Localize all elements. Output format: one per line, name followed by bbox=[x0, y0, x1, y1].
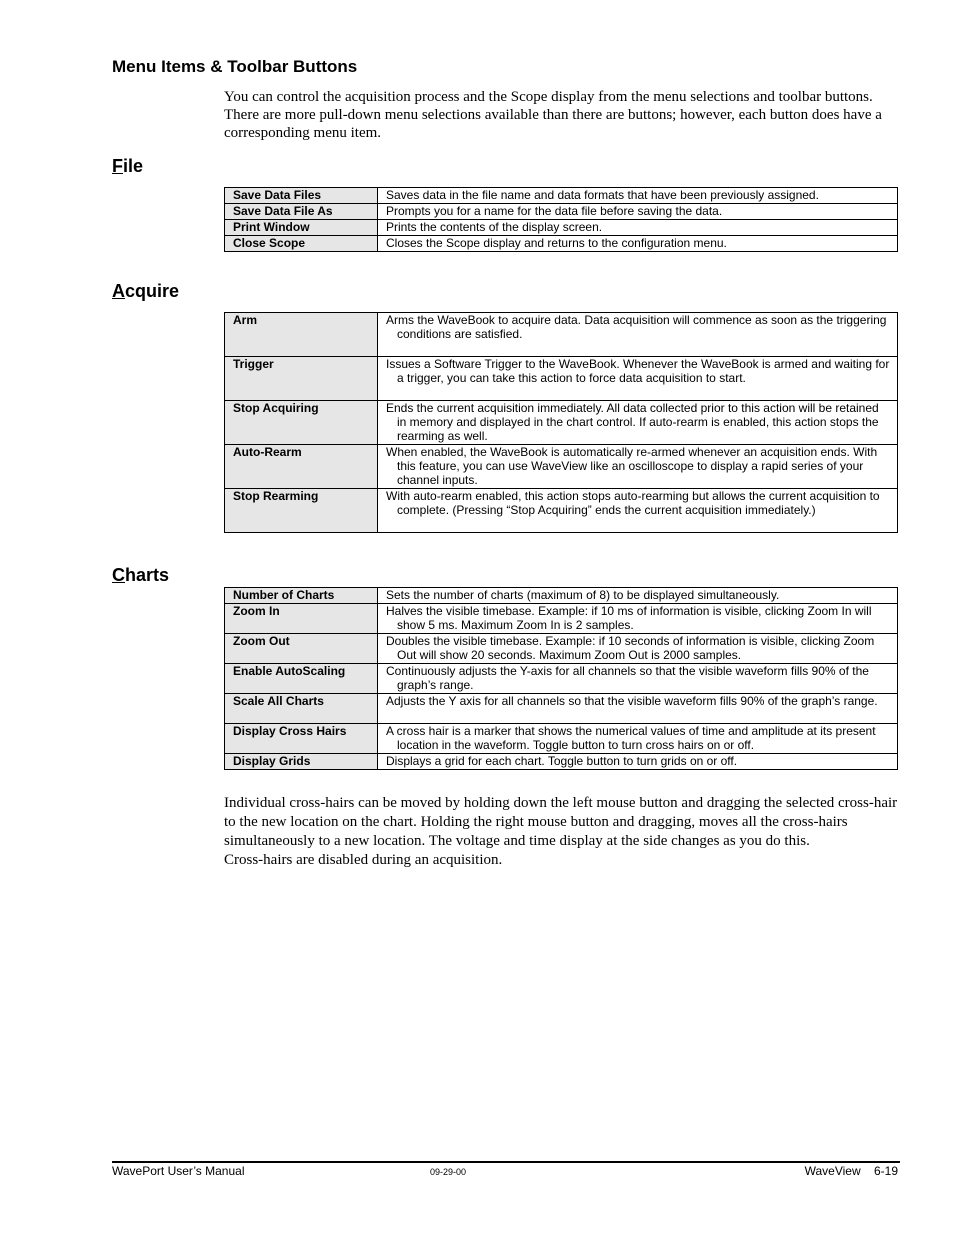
footer-manual-title: WavePort User’s Manual bbox=[112, 1164, 245, 1178]
menu-item-desc bbox=[378, 604, 898, 634]
table-row bbox=[225, 634, 898, 664]
desc-text: Issues a Software Trigger to the WaveBook. Whenever the WaveBook is armed and waiting for a trigger, you can take this action to force data acquisition to start. bbox=[386, 357, 890, 385]
file-heading-rest: ile bbox=[123, 156, 144, 176]
menu-item-name: Zoom Out bbox=[225, 634, 378, 664]
menu-item-name: Zoom In bbox=[225, 604, 378, 634]
file-heading bbox=[112, 156, 143, 177]
menu-item-name: Scale All Charts bbox=[225, 694, 378, 724]
charts-heading-accel: C bbox=[112, 565, 125, 585]
table-row bbox=[225, 664, 898, 694]
crosshair-paragraph bbox=[224, 794, 900, 870]
menu-item-desc bbox=[378, 445, 898, 489]
menu-item-desc bbox=[378, 188, 898, 204]
menu-item-name: Display Cross Hairs bbox=[225, 724, 378, 754]
menu-item-desc bbox=[378, 724, 898, 754]
menu-item-desc bbox=[378, 489, 898, 533]
menu-item-name: Save Data Files bbox=[225, 188, 378, 204]
table-row bbox=[225, 357, 898, 401]
crosshair-note: Cross-hairs are disabled during an acquisition. bbox=[224, 852, 503, 868]
table-row bbox=[225, 445, 898, 489]
menu-item-name: Stop Rearming bbox=[225, 489, 378, 533]
charts-table bbox=[224, 587, 898, 770]
menu-item-desc bbox=[378, 204, 898, 220]
table-row bbox=[225, 188, 898, 204]
table-row bbox=[225, 236, 898, 252]
menu-item-desc bbox=[378, 313, 898, 357]
menu-item-name: Number of Charts bbox=[225, 588, 378, 604]
desc-text: Continuously adjusts the Y-axis for all channels so that the visible waveform fills 90% of the graph’s range. bbox=[386, 664, 869, 692]
desc-text: A cross hair is a marker that shows the numerical values of time and amplitude at its present location in the waveform. Toggle button to turn cross hairs on or off. bbox=[386, 724, 876, 752]
menu-item-desc bbox=[378, 401, 898, 445]
menu-item-desc bbox=[378, 220, 898, 236]
desc-text: Sets the number of charts (maximum of 8) to be displayed simultaneously. bbox=[386, 588, 780, 602]
menu-item-desc bbox=[378, 236, 898, 252]
table-row bbox=[225, 724, 898, 754]
menu-item-desc bbox=[378, 754, 898, 770]
table-row bbox=[225, 604, 898, 634]
desc-text: Prompts you for a name for the data file before saving the data. bbox=[386, 204, 723, 218]
menu-item-desc bbox=[378, 694, 898, 724]
table-row bbox=[225, 489, 898, 533]
footer-rule bbox=[112, 1161, 900, 1163]
charts-heading bbox=[112, 565, 169, 586]
intro-paragraph: You can control the acquisition process and the Scope display from the menu selections and toolbar buttons. There are more pull-down menu selections available than there are buttons; however, each button does have a corresponding menu item. bbox=[224, 89, 882, 141]
desc-text: Prints the contents of the display screen. bbox=[386, 220, 603, 234]
section-heading: Menu Items & Toolbar Buttons bbox=[112, 57, 358, 76]
desc-text: Halves the visible timebase. Example: if 10 ms of information is visible, clicking Zoom In will show 5 ms. Maximum Zoom In is 2 samples. bbox=[386, 604, 872, 632]
table-row bbox=[225, 694, 898, 724]
desc-text: Ends the current acquisition immediately. All data collected prior to this action will be retained in memory and displayed in the chart control. If auto-rearm is enabled, this action stops the rearming as well. bbox=[386, 401, 879, 443]
menu-item-name: Auto-Rearm bbox=[225, 445, 378, 489]
table-row bbox=[225, 754, 898, 770]
desc-text: Closes the Scope display and returns to the configuration menu. bbox=[386, 236, 727, 250]
menu-item-desc bbox=[378, 357, 898, 401]
desc-text: Saves data in the file name and data formats that have been previously assigned. bbox=[386, 188, 819, 202]
desc-text: Displays a grid for each chart. Toggle button to turn grids on or off. bbox=[386, 754, 738, 768]
acquire-heading-rest: cquire bbox=[125, 281, 180, 301]
desc-text: Arms the WaveBook to acquire data. Data acquisition will commence as soon as the triggering conditions are satisfied. bbox=[386, 313, 887, 341]
table-row bbox=[225, 401, 898, 445]
desc-text: With auto-rearm enabled, this action stops auto-rearming but allows the current acquisition to complete. (Pressing “Stop Acquiring” ends the current acquisition immediately.) bbox=[386, 489, 880, 517]
menu-item-desc bbox=[378, 634, 898, 664]
table-row bbox=[225, 220, 898, 236]
acquire-heading-accel: A bbox=[112, 281, 125, 301]
menu-item-name: Save Data File As bbox=[225, 204, 378, 220]
table-row bbox=[225, 588, 898, 604]
menu-item-name: Trigger bbox=[225, 357, 378, 401]
menu-item-name: Enable AutoScaling bbox=[225, 664, 378, 694]
menu-item-name: Print Window bbox=[225, 220, 378, 236]
footer-page-number: WaveView 6-19 bbox=[804, 1164, 898, 1178]
menu-item-name: Close Scope bbox=[225, 236, 378, 252]
menu-item-desc bbox=[378, 664, 898, 694]
menu-item-desc bbox=[378, 588, 898, 604]
footer-date: 09-29-00 bbox=[430, 1167, 467, 1177]
menu-item-name: Display Grids bbox=[225, 754, 378, 770]
desc-text: Doubles the visible timebase. Example: if 10 seconds of information is visible, clicking Zoom Out will show 20 seconds. Maximum Zoom Out is 2000 samples. bbox=[386, 634, 875, 662]
acquire-heading bbox=[112, 281, 179, 302]
acquire-table bbox=[224, 312, 898, 533]
file-table bbox=[224, 187, 898, 252]
file-heading-accel: F bbox=[112, 156, 123, 176]
table-row bbox=[225, 204, 898, 220]
crosshair-text: Individual cross-hairs can be moved by holding down the left mouse button and dragging the selected cross-hair to the new location on the chart. Holding the right mouse button and dragging, moves all the cross-hairs simultaneously to a new location. The voltage and time display at the side changes as you do this. bbox=[224, 795, 898, 849]
charts-heading-rest: harts bbox=[125, 565, 170, 585]
desc-text: Adjusts the Y axis for all channels so that the visible waveform fills 90% of the graph’s range. bbox=[386, 694, 878, 708]
desc-text: When enabled, the WaveBook is automatically re-armed whenever an acquisition ends. With this feature, you can use WaveView like an oscilloscope to display a rapid series of your channel inputs. bbox=[386, 445, 878, 487]
menu-item-name: Stop Acquiring bbox=[225, 401, 378, 445]
table-row bbox=[225, 313, 898, 357]
menu-item-name: Arm bbox=[225, 313, 378, 357]
